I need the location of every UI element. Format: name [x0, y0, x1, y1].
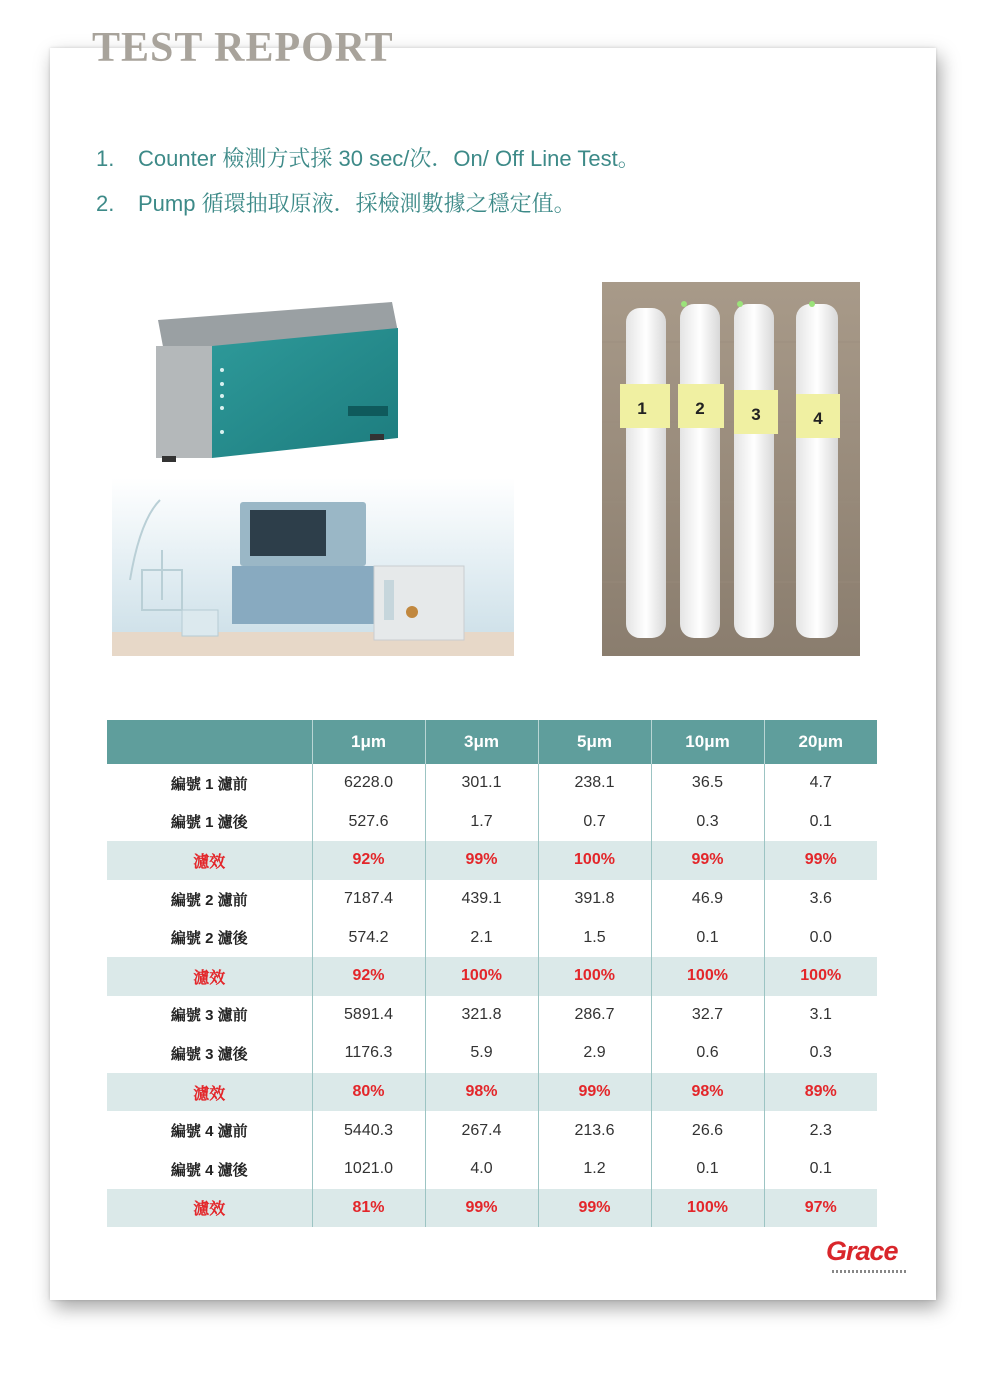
table-cell: 3.1: [809, 1005, 832, 1023]
row-label: 濾效: [107, 957, 312, 996]
table-cell: 527.6: [312, 803, 425, 842]
table-cell: 574.2: [312, 918, 425, 957]
table-cell: 80%: [312, 1073, 425, 1112]
note-text: Pump 循環抽取原液．採檢測數據之穩定值。: [138, 191, 576, 216]
table-cell: 391.8: [538, 880, 651, 919]
table-cell: 81%: [312, 1189, 425, 1228]
row-label: 編號 2 濾前: [107, 880, 312, 919]
table-cell: 100%: [538, 841, 651, 880]
table-cell: 99%: [425, 841, 538, 880]
filtration-results-table: [107, 720, 877, 1227]
table-cell: 92%: [312, 841, 425, 880]
table-cell: 2.9: [538, 1034, 651, 1073]
table-cell: 99%: [425, 1189, 538, 1228]
table-cell: 26.6: [651, 1111, 764, 1150]
table-cell: 3.6: [809, 890, 832, 908]
table-cell: 92%: [312, 957, 425, 996]
row-label: 濾效: [107, 1189, 312, 1228]
row-label: 編號 4 濾後: [107, 1150, 312, 1189]
grace-logo: [826, 1236, 910, 1280]
row-label: 編號 2 濾後: [107, 918, 312, 957]
row-label: 編號 1 濾後: [107, 803, 312, 842]
counter-equipment-photo: [112, 280, 514, 656]
table-row: [107, 918, 877, 957]
table-cell: 0.0: [809, 928, 832, 946]
table-cell: 5.9: [425, 1034, 538, 1073]
table-cell: 213.6: [538, 1111, 651, 1150]
table-cell: 238.1: [538, 764, 651, 803]
note-text: Counter 檢測方式採 30 sec/次．On/ Off Line Test。: [138, 146, 640, 171]
efficiency-row: [107, 841, 877, 880]
table-cell: 98%: [651, 1073, 764, 1112]
row-label: 編號 1 濾前: [107, 764, 312, 803]
table-cell: 7187.4: [312, 880, 425, 919]
table-cell: 4.0: [425, 1150, 538, 1189]
table-cell: 0.3: [651, 803, 764, 842]
table-cell: 0.1: [809, 812, 832, 830]
table-cell: 2.1: [425, 918, 538, 957]
table-row: [107, 1034, 877, 1073]
table-cell: 2.3: [809, 1121, 832, 1139]
report-title: TEST REPORT: [92, 25, 394, 71]
table-cell: 99%: [538, 1189, 651, 1228]
cartridge-label: 2: [695, 399, 705, 418]
logo-tagline-mark: [832, 1270, 908, 1273]
table-cell: 4.7: [809, 774, 832, 792]
header-cell: 1μm: [312, 720, 425, 764]
table-cell: 6228.0: [312, 764, 425, 803]
efficiency-row: [107, 1073, 877, 1112]
table-cell: 100%: [425, 957, 538, 996]
note-item: [96, 187, 640, 232]
note-item: [96, 142, 640, 187]
table-cell: 36.5: [651, 764, 764, 803]
table-row: [107, 996, 877, 1035]
table-row: [107, 764, 877, 803]
table-cell: 0.1: [809, 1160, 832, 1178]
table-cell: 46.9: [651, 880, 764, 919]
table-cell: 100%: [651, 957, 764, 996]
table-cell: 267.4: [425, 1111, 538, 1150]
cartridge-label: 3: [751, 405, 761, 424]
table-header-row: [107, 720, 877, 764]
table-cell: 1.2: [538, 1150, 651, 1189]
row-label: 濾效: [107, 1073, 312, 1112]
table-cell: 1021.0: [312, 1150, 425, 1189]
table-cell: 439.1: [425, 880, 538, 919]
table-cell: 99%: [764, 841, 877, 880]
header-cell: 3μm: [425, 720, 538, 764]
table-cell: 99%: [651, 841, 764, 880]
table-cell: 100%: [538, 957, 651, 996]
row-label: 編號 3 濾後: [107, 1034, 312, 1073]
table-row: [107, 803, 877, 842]
row-label: 濾效: [107, 841, 312, 880]
table-cell: 301.1: [425, 764, 538, 803]
header-cell: 10μm: [651, 720, 764, 764]
table-cell: 32.7: [651, 996, 764, 1035]
table-row: [107, 1150, 877, 1189]
efficiency-row: [107, 957, 877, 996]
table-cell: 286.7: [538, 996, 651, 1035]
table-cell: 1.7: [425, 803, 538, 842]
table-cell: 98%: [425, 1073, 538, 1112]
header-cell-blank: [107, 720, 312, 764]
table-cell: 5440.3: [312, 1111, 425, 1150]
notes-list: [96, 142, 640, 232]
row-label: 編號 3 濾前: [107, 996, 312, 1035]
table-row: [107, 880, 877, 919]
table-body: [107, 764, 877, 1227]
note-number: 1.: [96, 146, 115, 171]
table-row: [107, 1111, 877, 1150]
table-cell: 0.7: [538, 803, 651, 842]
table-cell: 100%: [764, 957, 877, 996]
table-cell: 1176.3: [312, 1034, 425, 1073]
header-cell: 5μm: [538, 720, 651, 764]
header-cell: 20μm: [764, 720, 877, 764]
table-cell: 5891.4: [312, 996, 425, 1035]
table-cell: 100%: [651, 1189, 764, 1228]
cartridge-label: 4: [813, 409, 823, 428]
cartridge-label: 1: [637, 399, 647, 418]
table-cell: 0.1: [651, 1150, 764, 1189]
row-label: 編號 4 濾前: [107, 1111, 312, 1150]
filter-cartridges-photo: [602, 282, 860, 656]
efficiency-row: [107, 1189, 877, 1228]
table-cell: 1.5: [538, 918, 651, 957]
table-cell: 321.8: [425, 996, 538, 1035]
table-cell: 0.1: [651, 918, 764, 957]
table-cell: 0.3: [809, 1044, 832, 1062]
table-cell: 99%: [538, 1073, 651, 1112]
table-cell: 0.6: [651, 1034, 764, 1073]
logo-text: Grace: [826, 1236, 898, 1266]
table-cell: 89%: [764, 1073, 877, 1112]
note-number: 2.: [96, 191, 115, 216]
table-cell: 97%: [764, 1189, 877, 1228]
